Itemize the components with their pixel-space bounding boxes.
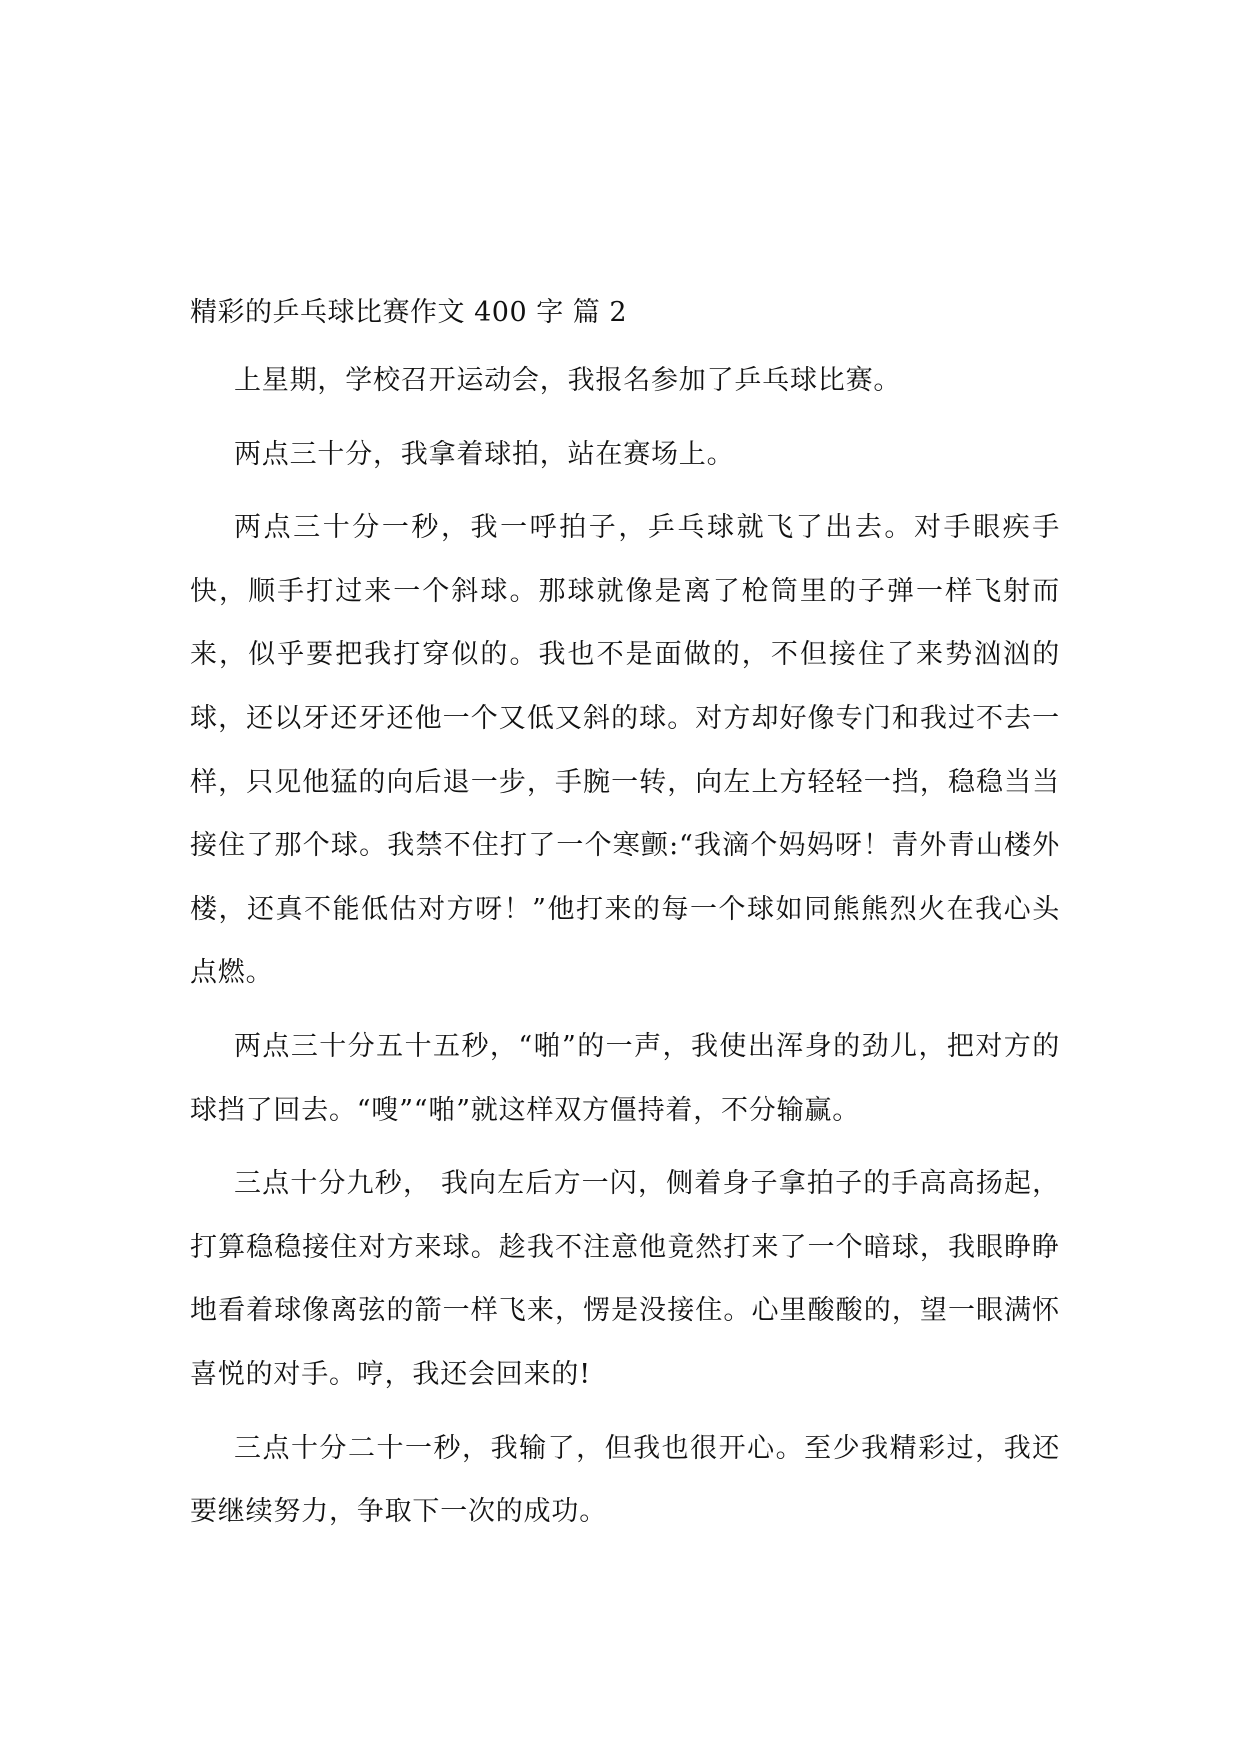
- paragraph-2: 两点三十分，我拿着球拍，站在赛场上。: [234, 438, 735, 470]
- paragraph-5: 三点十分九秒， 我向左后方一闪，侧着身子拿拍子的手高高扬起，打算稳稳接住对方来球。趁我不注意他竟然打来了一个暗球，我眼睁睁地看着球像离弦的箭一样飞来，愣是没接住。心里酸酸的，望一眼满怀喜悦的对手。哼，我还会回来的!: [190, 1168, 1060, 1390]
- essay-title: 精彩的乒乓球比赛作文 400 字 篇 2: [190, 297, 628, 328]
- paragraph-3: 两点三十分一秒，我一呼拍子，乒乓球就飞了出去。对手眼疾手快，顺手打过来一个斜球。那球就像是离了枪筒里的子弹一样飞射而来，似乎要把我打穿似的。我也不是面做的，不但接住了来势汹汹的球，还以牙还牙还他一个又低又斜的球。对方却好像专门和我过不去一样，只见他猛的向后退一步，手腕一转，向左上方轻轻一挡，稳稳当当接住了那个球。我禁不住打了一个寒颤:“我滴个妈妈呀！青外青山楼外楼，还真不能低估对方呀！”他打来的每一个球如同熊熊烈火在我心头点燃。: [190, 512, 1060, 989]
- paragraph-6: 三点十分二十一秒，我输了，但我也很开心。至少我精彩过，我还要继续努力，争取下一次的成功。: [190, 1432, 1060, 1528]
- paragraph-4: 两点三十分五十五秒，“啪”的一声，我使出浑身的劲儿，把对方的球挡了回去。“嗖”“啪”就这样双方僵持着，不分输赢。: [190, 1030, 1060, 1126]
- essay-body: [190, 293, 1060, 1544]
- paragraph-1: 上星期，学校召开运动会，我报名参加了乒乓球比赛。: [234, 365, 902, 396]
